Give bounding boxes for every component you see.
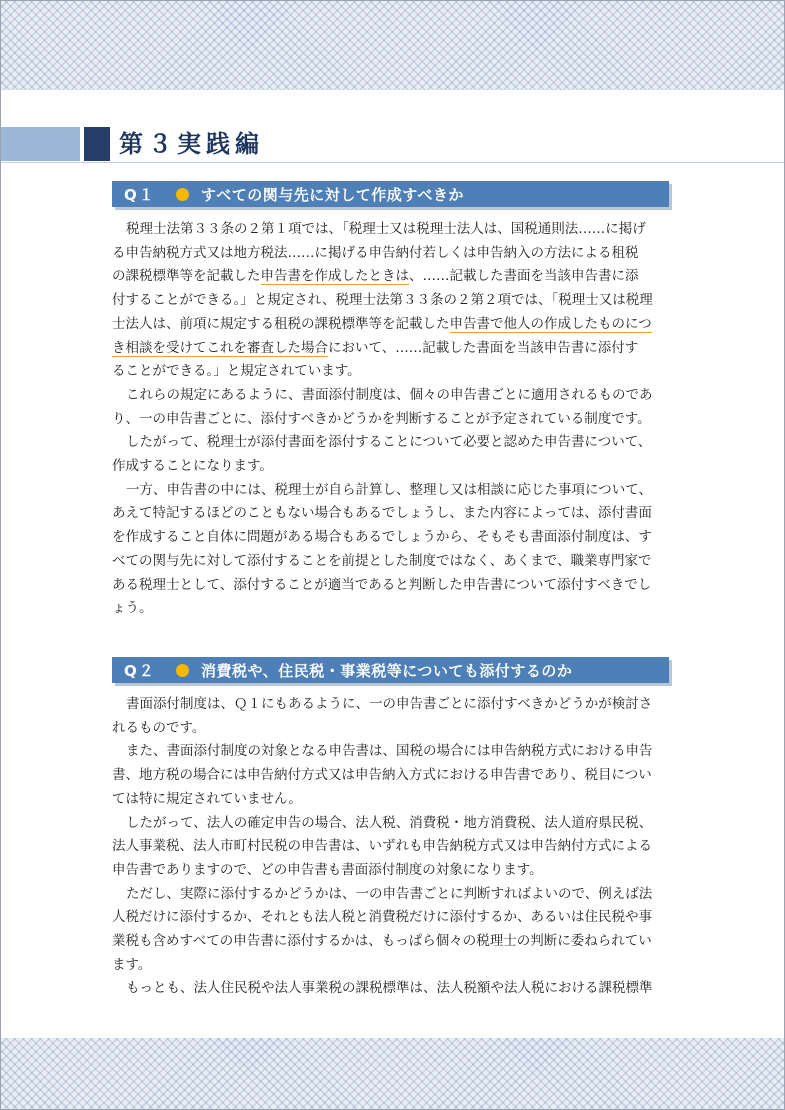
q1-body [112,218,672,621]
text-line: ただし、実際に添付するかどうかは、一の申告書ごとに判断すればよいので、例えば法 [126,885,653,902]
text-line [112,313,672,337]
text-line: 付することができる。」と規定され、税理士法第３３条の２第２項では、「税理士又は税理 [112,292,653,309]
q2-number: Q２ [124,661,156,680]
text-line: 申告書でありますので、どの申告書も書面添付制度の対象になります。 [112,861,543,878]
text-line: したがって、税理士が添付書面を添付することについて必要と認めた申告書について、 [126,434,652,451]
q2-bullet-icon [176,664,189,677]
text-line: れるものです。 [112,719,206,736]
chapter-bar-marker [84,127,110,161]
text-line: ます。 [112,956,152,973]
text-line: あえて特記するほどのこともない場合もあるでしょうし、また内容によっては、添付書面 [112,505,652,522]
text-line: ある税理士として、添付することが適当であると判断した申告書について添付すべきでし [112,576,652,593]
text-segment: において、‥‥‥記載した書面を当該申告書に添付す [328,339,639,356]
text-line: を作成すること自体に問題がある場合もあるでしょうから、そもそも書面添付制度は、す [112,529,652,546]
text-segment: 、‥‥‥記載した書面を当該申告書に添 [409,268,639,285]
text-line: 法人事業税、法人市町村民税の申告書は、いずれも申告納税方式又は申告納付方式による [112,838,652,855]
q1-number: Q１ [124,185,156,204]
text-line: ょう。 [112,600,153,617]
q2-title: 消費税や、住民税・事業税等についても添付するのか [201,661,573,680]
underlined-phrase: き相談を受けてこれを審査した場合 [112,339,328,356]
text-line: ることができる。」と規定されています。 [112,363,361,380]
text-line: したがって、法人の確定申告の場合、法人税、消費税・地方消費税、法人道府県民税、 [126,814,653,831]
text-line: また、書面添付制度の対象となる申告書は、国税の場合には申告納税方式における申告 [126,743,653,760]
text-line: 業税も含めすべての申告書に添付するかは、もっぱら個々の税理士の判断に委ねられてい [112,933,652,950]
q1-title: すべての関与先に対して作成すべきか [201,185,464,204]
text-segment: 士法人は、前項に規定する租税の課税標準等を記載した [112,315,450,332]
text-line: もっとも、法人住民税や法人事業税の課税標準は、法人税額や法人税における課税標準 [126,980,653,997]
text-segment: の課税標準等を記載した [112,268,261,285]
text-line: 税理士法第３３条の２第１項では、「税理士又は税理士法人は、国税通則法‥‥‥に掲げ [126,221,646,237]
text-line: る申告納税方式又は地方税法‥‥‥に掲げる申告納付若しくは申告納入の方法による租税 [112,244,639,261]
chapter-bar-accent [0,127,80,161]
chapter-title: 第３実践編 [119,130,264,158]
q2-header [112,657,669,683]
q1-header [112,181,669,207]
text-line: り、一の申告書ごとに、添付すべきかどうかを判断することが予定されている制度です。 [112,410,651,427]
q1-bullet-icon [176,188,189,201]
header-pattern-band [0,0,785,90]
text-line [112,265,672,289]
text-line: これらの規定にあるように、書面添付制度は、個々の申告書ごとに適用されるものであ [126,386,653,403]
underlined-phrase: 申告書を作成したときは [260,268,409,285]
text-line: 作成することになります。 [112,458,273,475]
text-line: 書、地方税の場合には申告納付方式又は申告納入方式における申告書であり、税目につい [112,767,652,784]
text-line: 人税だけに添付するか、それとも法人税と消費税だけに添付するか、あるいは住民税や事 [112,909,652,926]
chapter-divider [0,162,785,163]
footer-pattern-band [0,1038,785,1110]
text-line: べての関与先に対して添付することを前提とした制度ではなく、あくまで、職業専門家で [112,552,652,569]
text-line [112,337,672,361]
text-line: 一方、申告書の中には、税理士が自ら計算し、整理し又は相談に応じた事項について、 [126,481,652,498]
q2-body [112,693,672,1001]
underlined-phrase: 申告書で他人の作成したものにつ [449,315,652,332]
text-line: 書面添付制度は、Ｑ１にもあるように、一の申告書ごとに添付すべきかどうかが検討さ [126,696,653,712]
text-line: ては特に規定されていません。 [112,790,302,807]
